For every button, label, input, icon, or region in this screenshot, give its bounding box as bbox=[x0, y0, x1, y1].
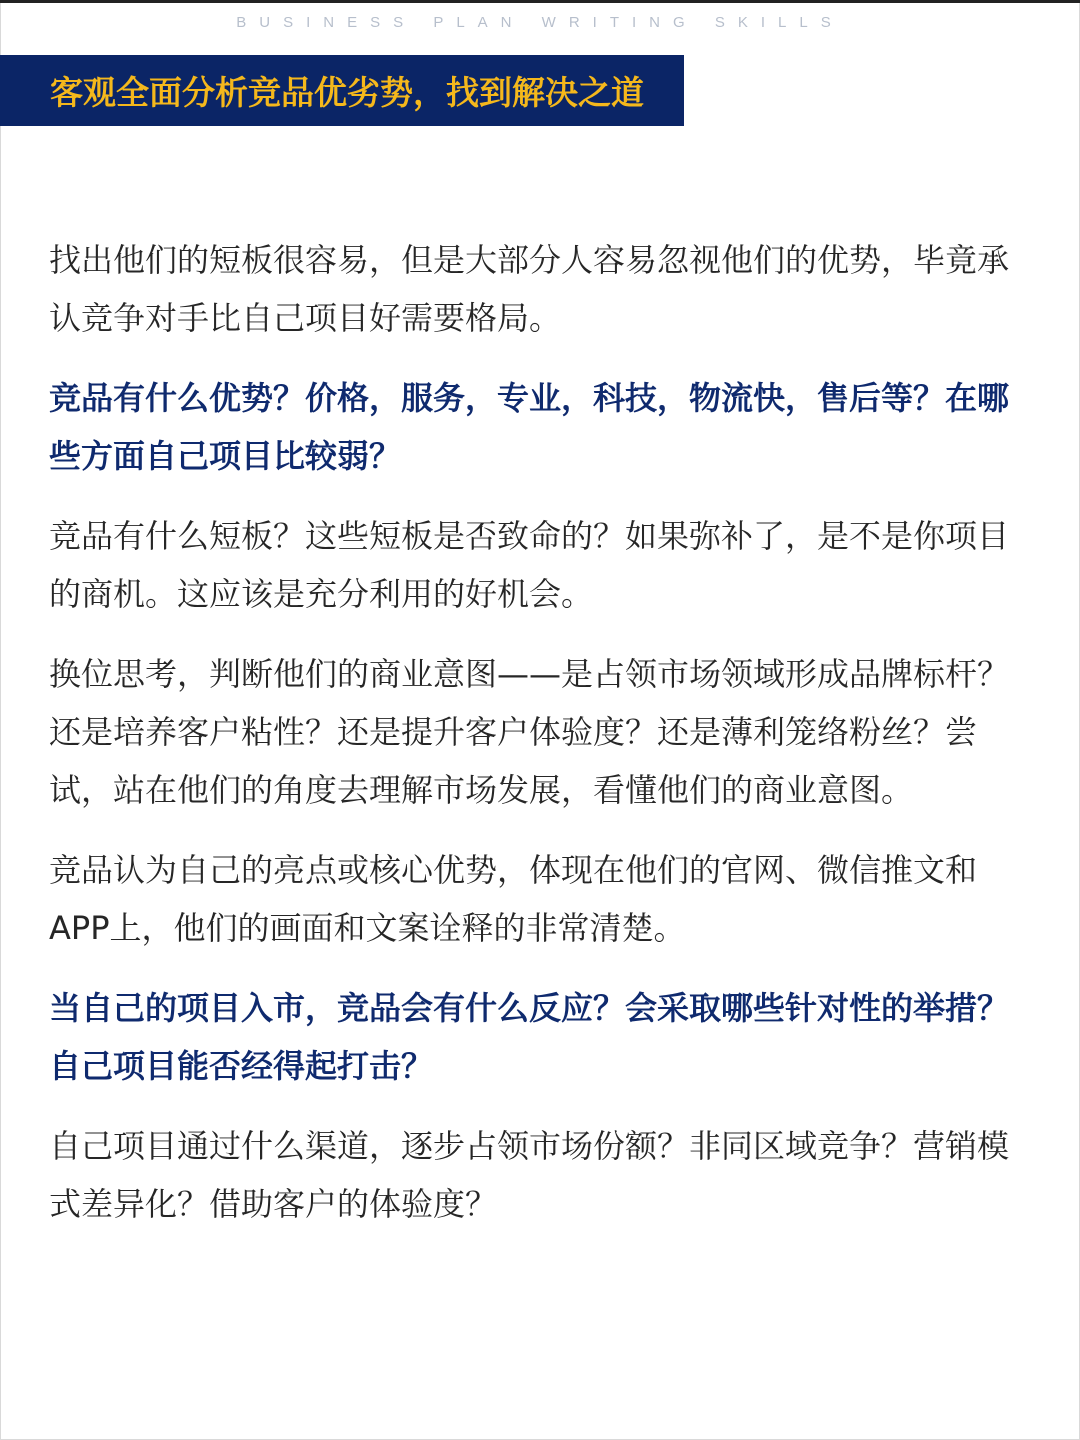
paragraph-3: 换位思考，判断他们的商业意图——是占领市场领域形成品牌标杆？还是培养客户粘性？还是提升客户体验度？还是薄利笼络粉丝？尝试，站在他们的角度去理解市场发展，看懂他们的商业意图。 bbox=[49, 655, 1010, 809]
title-banner bbox=[0, 55, 684, 126]
banner-title: 客观全面分析竞品优劣势，找到解决之道 bbox=[50, 73, 644, 112]
emphasis-question-1: 竞品有什么优势？价格，服务，专业，科技，物流快，售后等？在哪些方面自己项目比较弱？ bbox=[49, 379, 1010, 475]
emphasis-question-2: 当自己的项目入市，竞品会有什么反应？会采取哪些针对性的举措？自己项目能否经得起打击？ bbox=[49, 989, 1010, 1085]
series-subtitle: BUSINESS PLAN WRITING SKILLS bbox=[236, 14, 844, 31]
paragraph-1: 找出他们的短板很容易，但是大部分人容易忽视他们的优势，毕竟承认竞争对手比自己项目好需要格局。 bbox=[49, 241, 1010, 337]
top-border-line bbox=[0, 0, 1080, 3]
article-body bbox=[49, 231, 1034, 1255]
paragraph-2: 竞品有什么短板？这些短板是否致命的？如果弥补了，是不是你项目的商机。这应该是充分利用的好机会。 bbox=[49, 517, 1010, 613]
paragraph-4: 竞品认为自己的亮点或核心优势，体现在他们的官网、微信推文和APP上，他们的画面和文案诠释的非常清楚。 bbox=[49, 851, 978, 947]
paragraph-5: 自己项目通过什么渠道，逐步占领市场份额？非同区域竞争？营销模式差异化？借助客户的体验度？ bbox=[49, 1127, 1010, 1223]
